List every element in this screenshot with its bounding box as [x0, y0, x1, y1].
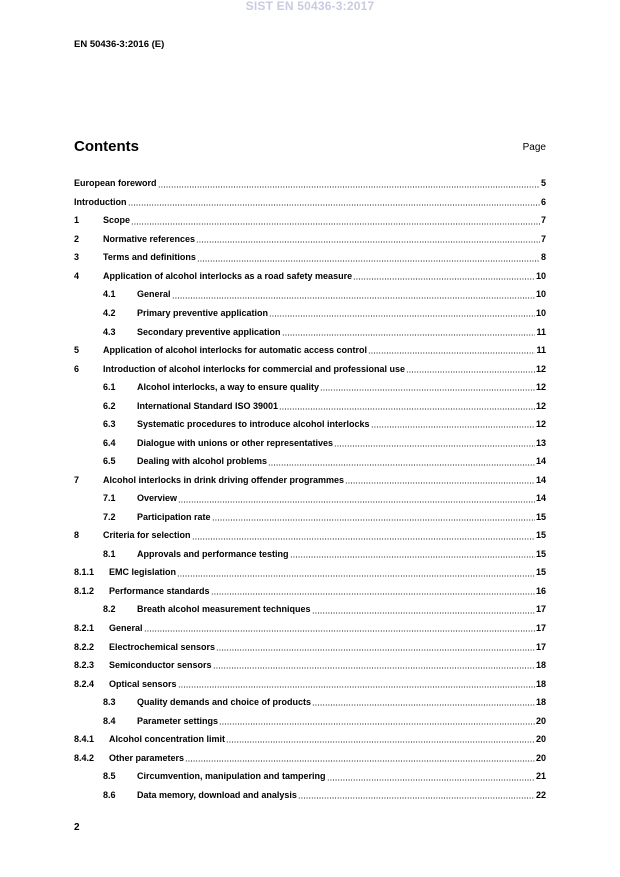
page-number: 2 — [74, 822, 80, 833]
toc-entry-number: 7.2 — [103, 511, 116, 522]
toc-entry-page: 20 — [535, 752, 546, 763]
toc-entry-title: Alcohol concentration limit — [109, 734, 226, 745]
toc-entry[interactable] — [74, 489, 546, 508]
toc-entry-number: 8.2.4 — [74, 678, 95, 689]
toc-entry-page: 20 — [535, 734, 546, 745]
toc-entry-page: 17 — [535, 641, 546, 652]
toc-entry-number: 8.5 — [103, 771, 116, 782]
toc-entry-number: 1 — [74, 215, 80, 226]
toc-entry-number: 7 — [74, 474, 80, 485]
toc-entry-number: 6.1 — [103, 382, 116, 393]
toc-entry-number: 6.4 — [103, 437, 116, 448]
toc-entry-number: 8.1.2 — [74, 585, 95, 596]
toc-entry-page: 21 — [535, 771, 546, 782]
toc-entry-page: 17 — [535, 604, 546, 615]
toc-entry-title: Secondary preventive application — [137, 326, 281, 337]
toc-dot-leader — [327, 773, 535, 781]
toc-entry-title: Application of alcohol interlocks for automatic access control — [103, 345, 368, 356]
toc-entry[interactable] — [74, 304, 546, 323]
toc-entry-title: International Standard ISO 39001 — [137, 400, 279, 411]
toc-entry-title: Other parameters — [109, 752, 185, 763]
toc-dot-leader — [353, 272, 535, 280]
toc-entry-title: Circumvention, manipulation and tampering — [137, 771, 326, 782]
toc-entry[interactable] — [74, 619, 546, 638]
toc-entry[interactable] — [74, 526, 546, 545]
toc-entry-page: 17 — [535, 623, 546, 634]
toc-dot-leader — [178, 680, 535, 688]
toc-entry-title: Data memory, download and analysis — [137, 789, 297, 800]
toc-entry-page: 10 — [535, 307, 546, 318]
toc-entry[interactable] — [74, 600, 546, 619]
toc-entry-title: Introduction of alcohol interlocks for commercial and professional use — [103, 363, 406, 374]
table-of-contents — [74, 174, 546, 804]
toc-entry[interactable] — [74, 637, 546, 656]
toc-entry-number: 6.5 — [103, 456, 116, 467]
toc-dot-leader — [345, 476, 535, 484]
toc-entry-page: 14 — [535, 474, 546, 485]
toc-entry-title: Parameter settings — [137, 715, 219, 726]
toc-entry-number: 8.2.1 — [74, 623, 95, 634]
toc-dot-leader — [269, 309, 535, 317]
toc-dot-leader — [216, 643, 535, 651]
toc-entry-title: General — [137, 289, 171, 300]
toc-dot-leader — [298, 791, 535, 799]
toc-dot-leader — [128, 198, 540, 206]
toc-entry-number: 6.2 — [103, 400, 116, 411]
toc-entry[interactable] — [74, 471, 546, 490]
toc-dot-leader — [144, 624, 535, 632]
toc-entry-title: Introduction — [74, 196, 127, 207]
toc-entry[interactable] — [74, 545, 546, 564]
document-id: EN 50436-3:2016 (E) — [74, 39, 165, 50]
toc-entry-title: Normative references — [103, 233, 196, 244]
toc-dot-leader — [158, 180, 540, 188]
toc-entry-page: 15 — [535, 567, 546, 578]
toc-entry-title: Overview — [137, 493, 178, 504]
toc-entry-number: 4.1 — [103, 289, 116, 300]
toc-entry-number: 4 — [74, 270, 80, 281]
toc-entry[interactable] — [74, 211, 546, 230]
toc-dot-leader — [371, 420, 535, 428]
toc-entry-page: 8 — [540, 252, 546, 263]
toc-dot-leader — [197, 254, 540, 262]
toc-entry-number: 6.3 — [103, 419, 116, 430]
toc-entry[interactable] — [74, 693, 546, 712]
toc-entry[interactable] — [74, 582, 546, 601]
toc-entry-title: Alcohol interlocks in drink driving offender programmes — [103, 474, 345, 485]
toc-entry[interactable] — [74, 267, 546, 286]
toc-dot-leader — [178, 495, 535, 503]
toc-entry-page: 16 — [535, 585, 546, 596]
toc-dot-leader — [226, 735, 535, 743]
toc-entry-title: Criteria for selection — [103, 530, 191, 541]
toc-dot-leader — [192, 532, 535, 540]
toc-entry-title: General — [109, 623, 143, 634]
toc-entry-page: 15 — [535, 530, 546, 541]
toc-entry-page: 10 — [535, 270, 546, 281]
toc-entry-title: EMC legislation — [109, 567, 177, 578]
toc-entry-number: 8.1 — [103, 548, 116, 559]
toc-dot-leader — [312, 606, 535, 614]
toc-dot-leader — [312, 698, 535, 706]
toc-entry-number: 8.3 — [103, 697, 116, 708]
toc-entry-number: 6 — [74, 363, 80, 374]
toc-entry-number: 8.2.2 — [74, 641, 95, 652]
toc-entry[interactable] — [74, 674, 546, 693]
toc-entry-page: 11 — [536, 345, 546, 356]
toc-entry-page: 7 — [540, 233, 546, 244]
toc-entry[interactable] — [74, 452, 546, 471]
toc-dot-leader — [406, 365, 535, 373]
toc-entry-page: 5 — [540, 178, 546, 189]
toc-dot-leader — [268, 458, 535, 466]
toc-dot-leader — [334, 439, 535, 447]
toc-entry-number: 8.2 — [103, 604, 116, 615]
toc-dot-leader — [282, 328, 536, 336]
toc-dot-leader — [368, 346, 535, 354]
toc-entry-number: 8.1.1 — [74, 567, 95, 578]
toc-dot-leader — [185, 754, 535, 762]
toc-entry[interactable] — [74, 378, 546, 397]
toc-entry-title: Semiconductor sensors — [109, 660, 212, 671]
toc-entry[interactable] — [74, 786, 546, 805]
toc-entry-number: 7.1 — [103, 493, 116, 504]
page-column-label: Page — [522, 142, 546, 153]
watermark: SIST EN 50436-3:2017 — [245, 0, 375, 13]
toc-entry-number: 8.4.1 — [74, 734, 95, 745]
toc-entry[interactable] — [74, 174, 546, 193]
toc-entry[interactable] — [74, 415, 546, 434]
toc-entry-page: 12 — [535, 419, 546, 430]
toc-entry[interactable] — [74, 248, 546, 267]
toc-entry-page: 18 — [535, 660, 546, 671]
toc-entry[interactable] — [74, 396, 546, 415]
toc-dot-leader — [219, 717, 535, 725]
toc-entry[interactable] — [74, 341, 546, 360]
toc-entry[interactable] — [74, 656, 546, 675]
toc-dot-leader — [177, 569, 535, 577]
toc-entry-number: 5 — [74, 345, 80, 356]
toc-entry[interactable] — [74, 193, 546, 212]
toc-entry-title: Application of alcohol interlocks as a road safety measure — [103, 270, 353, 281]
toc-entry-title: Scope — [103, 215, 131, 226]
toc-dot-leader — [131, 217, 540, 225]
toc-entry-number: 4.3 — [103, 326, 116, 337]
toc-entry-page: 22 — [535, 789, 546, 800]
toc-entry-page: 12 — [535, 400, 546, 411]
toc-dot-leader — [279, 402, 535, 410]
toc-dot-leader — [320, 383, 535, 391]
toc-dot-leader — [213, 661, 535, 669]
toc-entry[interactable] — [74, 433, 546, 452]
toc-entry-page: 14 — [535, 456, 546, 467]
toc-entry-title: Approvals and performance testing — [137, 548, 289, 559]
toc-entry-number: 3 — [74, 252, 80, 263]
toc-entry-page: 18 — [535, 678, 546, 689]
toc-entry-page: 10 — [535, 289, 546, 300]
toc-entry-title: Participation rate — [137, 511, 211, 522]
toc-entry-title: Electrochemical sensors — [109, 641, 216, 652]
toc-entry[interactable] — [74, 322, 546, 341]
toc-entry-page: 13 — [535, 437, 546, 448]
toc-entry[interactable] — [74, 285, 546, 304]
toc-entry[interactable] — [74, 563, 546, 582]
toc-entry-title: Dialogue with unions or other representatives — [137, 437, 334, 448]
toc-entry-page: 7 — [540, 215, 546, 226]
toc-entry-title: Optical sensors — [109, 678, 177, 689]
contents-heading: Contents — [74, 138, 139, 155]
toc-entry-page: 11 — [536, 326, 546, 337]
toc-dot-leader — [212, 513, 535, 521]
toc-entry-page: 18 — [535, 697, 546, 708]
toc-entry-number: 2 — [74, 233, 80, 244]
toc-entry[interactable] — [74, 748, 546, 767]
toc-entry[interactable] — [74, 711, 546, 730]
toc-entry[interactable] — [74, 230, 546, 249]
toc-dot-leader — [211, 587, 535, 595]
toc-entry-page: 15 — [535, 548, 546, 559]
toc-entry[interactable] — [74, 359, 546, 378]
toc-entry-number: 8.2.3 — [74, 660, 95, 671]
toc-entry-title: Primary preventive application — [137, 307, 269, 318]
toc-entry-page: 6 — [540, 196, 546, 207]
toc-entry-title: European foreword — [74, 178, 157, 189]
toc-entry-title: Performance standards — [109, 585, 210, 596]
toc-entry-number: 8.6 — [103, 789, 116, 800]
toc-dot-leader — [290, 550, 535, 558]
toc-entry-page: 14 — [535, 493, 546, 504]
toc-entry-title: Dealing with alcohol problems — [137, 456, 268, 467]
toc-entry-title: Systematic procedures to introduce alcohol interlocks — [137, 419, 370, 430]
toc-entry[interactable] — [74, 730, 546, 749]
toc-entry-page: 12 — [535, 363, 546, 374]
toc-entry-title: Alcohol interlocks, a way to ensure quality — [137, 382, 320, 393]
toc-entry[interactable] — [74, 767, 546, 786]
toc-entry-title: Quality demands and choice of products — [137, 697, 312, 708]
toc-entry-number: 8 — [74, 530, 80, 541]
toc-entry-page: 15 — [535, 511, 546, 522]
toc-entry-title: Breath alcohol measurement techniques — [137, 604, 311, 615]
toc-dot-leader — [172, 291, 535, 299]
toc-entry[interactable] — [74, 508, 546, 527]
toc-entry-number: 4.2 — [103, 307, 116, 318]
toc-entry-page: 12 — [535, 382, 546, 393]
toc-dot-leader — [196, 235, 540, 243]
toc-entry-page: 20 — [535, 715, 546, 726]
toc-entry-number: 8.4.2 — [74, 752, 95, 763]
toc-entry-number: 8.4 — [103, 715, 116, 726]
toc-entry-title: Terms and definitions — [103, 252, 196, 263]
